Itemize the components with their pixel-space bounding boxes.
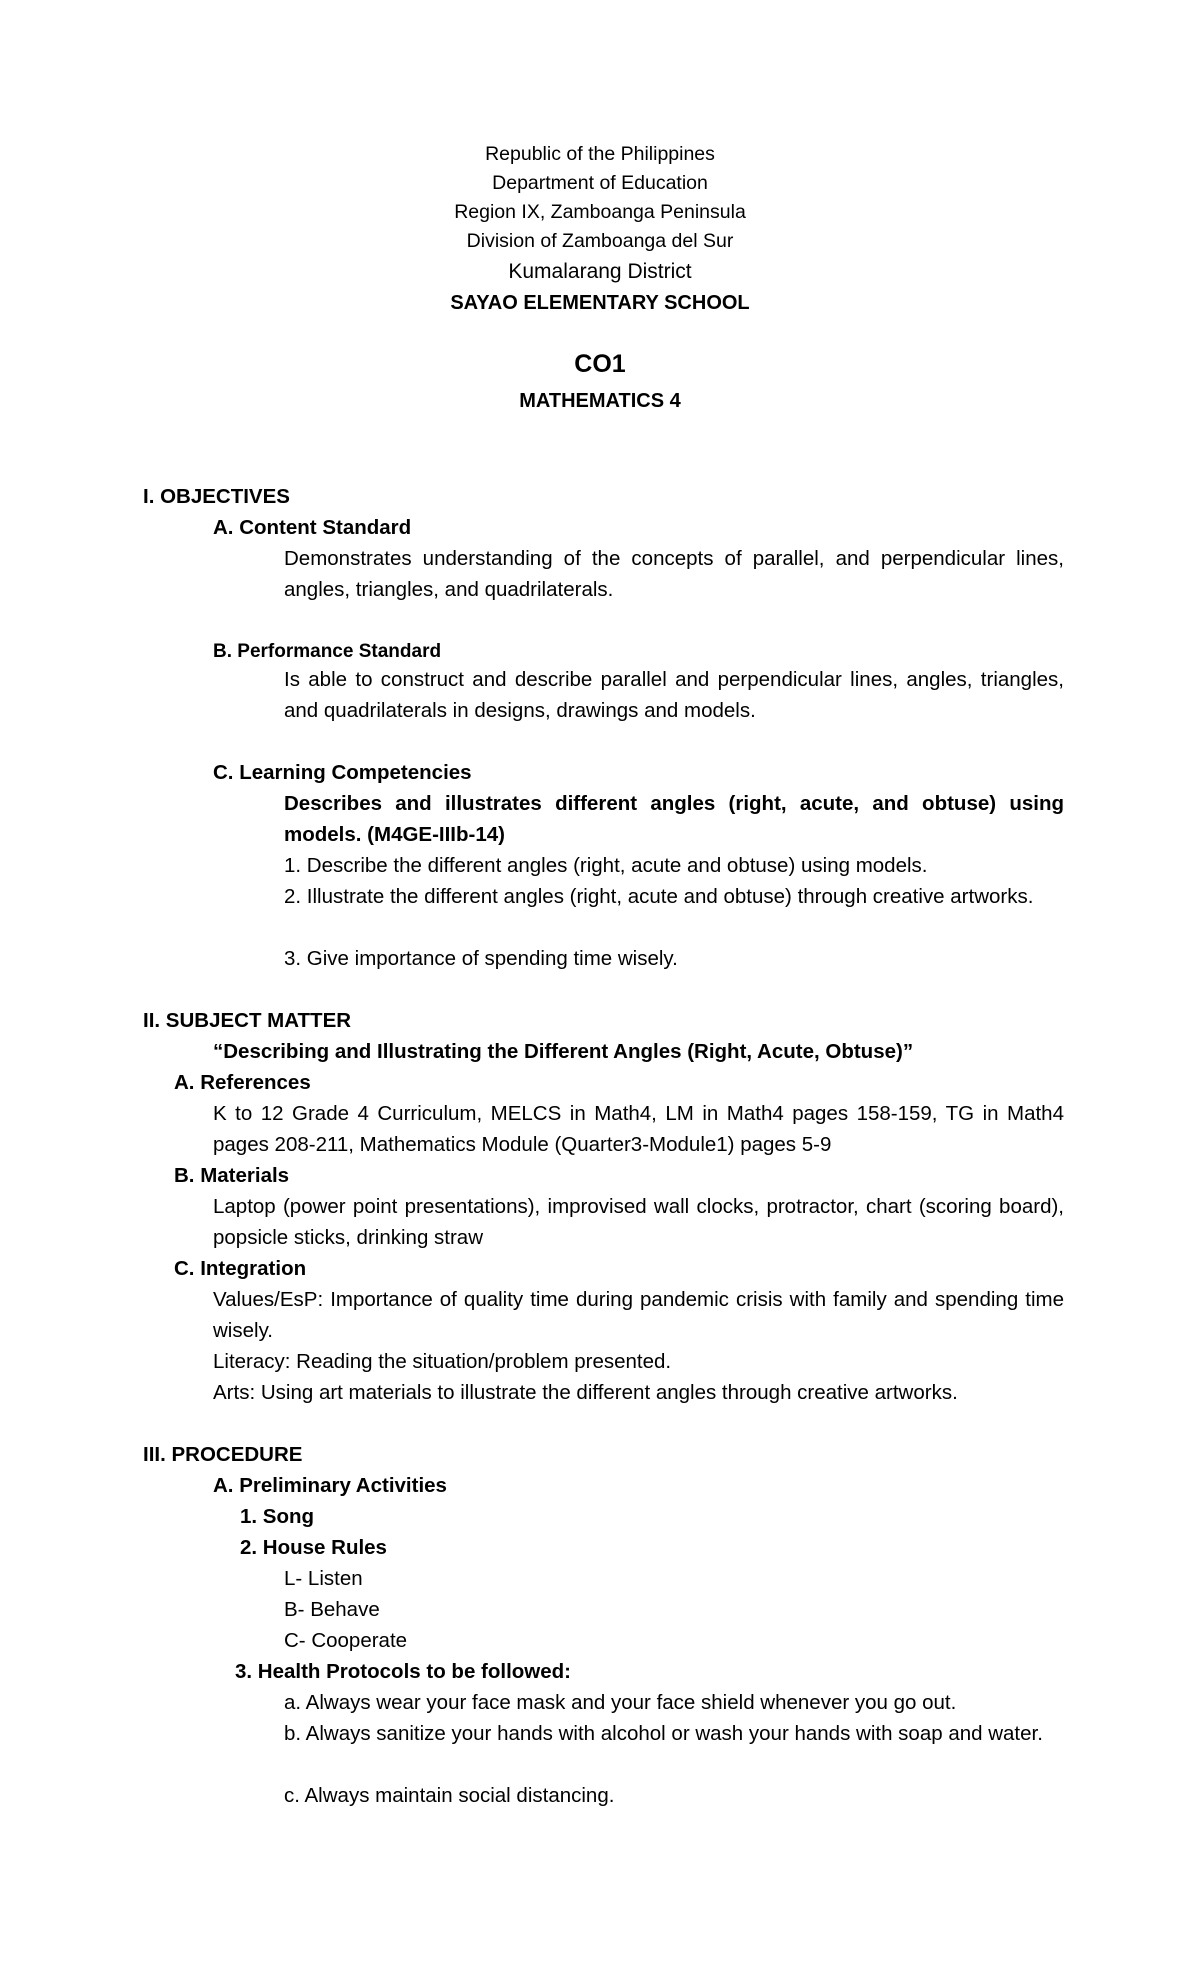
house-rule-behave: B- Behave — [284, 1598, 380, 1621]
integration-values: Values/EsP: Importance of quality time during pandemic crisis with family and spending time wisely. — [213, 1288, 1064, 1342]
header-region: Region IX, Zamboanga Peninsula — [454, 201, 746, 223]
materials-heading: B. Materials — [174, 1164, 290, 1187]
header-republic: Republic of the Philippines — [485, 143, 715, 165]
performance-standard-text: Is able to construct and describe parallel and perpendicular lines, angles, triangles, and quadrilaterals in designs, drawings and models. — [284, 668, 1064, 722]
competency-item-3: 3. Give importance of spending time wisely. — [284, 947, 678, 970]
house-rules-item: 2. House Rules — [240, 1536, 387, 1559]
header-district: Kumalarang District — [508, 260, 692, 283]
health-protocol-a: a. Always wear your face mask and your face shield whenever you go out. — [284, 1691, 957, 1714]
integration-heading: C. Integration — [174, 1257, 307, 1280]
references-text: K to 12 Grade 4 Curriculum, MELCS in Math4, LM in Math4 pages 158-159, TG in Math4 pages 208-211, Mathematics Module (Quarter3-Module1) pages 5-9 — [213, 1102, 1064, 1156]
integration-literacy: Literacy: Reading the situation/problem presented. — [213, 1350, 672, 1373]
content-standard-text: Demonstrates understanding of the concepts of parallel, and perpendicular lines, angles, triangles, and quadrilaterals. — [284, 547, 1064, 601]
procedure-heading: III. PROCEDURE — [143, 1443, 303, 1466]
preliminary-activities-heading: A. Preliminary Activities — [213, 1474, 447, 1497]
document-subtitle: MATHEMATICS 4 — [519, 390, 681, 412]
house-rule-listen: L- Listen — [284, 1567, 363, 1590]
competency-item-2: 2. Illustrate the different angles (right, acute and obtuse) through creative artworks. — [284, 885, 1034, 908]
song-item: 1. Song — [240, 1505, 315, 1528]
header-department: Department of Education — [492, 172, 708, 194]
materials-text: Laptop (power point presentations), improvised wall clocks, protractor, chart (scoring board), popsicle sticks, drinking straw — [213, 1195, 1064, 1249]
subject-matter-heading: II. SUBJECT MATTER — [143, 1009, 352, 1032]
house-rule-cooperate: C- Cooperate — [284, 1629, 408, 1652]
health-protocol-c: c. Always maintain social distancing. — [284, 1784, 615, 1807]
content-standard-heading: A. Content Standard — [213, 516, 412, 539]
learning-competencies-statement: Describes and illustrates different angles (right, acute, and obtuse) using models. (M4GE-IIIb-14) — [284, 792, 1064, 846]
header-division: Division of Zamboanga del Sur — [466, 230, 734, 252]
header-school: SAYAO ELEMENTARY SCHOOL — [450, 292, 750, 314]
competency-item-1: 1. Describe the different angles (right, acute and obtuse) using models. — [284, 854, 928, 877]
objectives-heading: I. OBJECTIVES — [143, 485, 290, 508]
health-protocols-heading: 3. Health Protocols to be followed: — [235, 1660, 571, 1683]
subject-matter-topic: “Describing and Illustrating the Different Angles (Right, Acute, Obtuse)” — [213, 1040, 914, 1063]
references-heading: A. References — [174, 1071, 311, 1094]
health-protocol-b: b. Always sanitize your hands with alcohol or wash your hands with soap and water. — [284, 1722, 1043, 1745]
learning-competencies-heading: C. Learning Competencies — [213, 761, 472, 784]
integration-arts: Arts: Using art materials to illustrate the different angles through creative artworks. — [213, 1381, 958, 1404]
document-title: CO1 — [574, 350, 626, 378]
performance-standard-heading: B. Performance Standard — [213, 641, 442, 662]
document-header — [0, 140, 1200, 319]
